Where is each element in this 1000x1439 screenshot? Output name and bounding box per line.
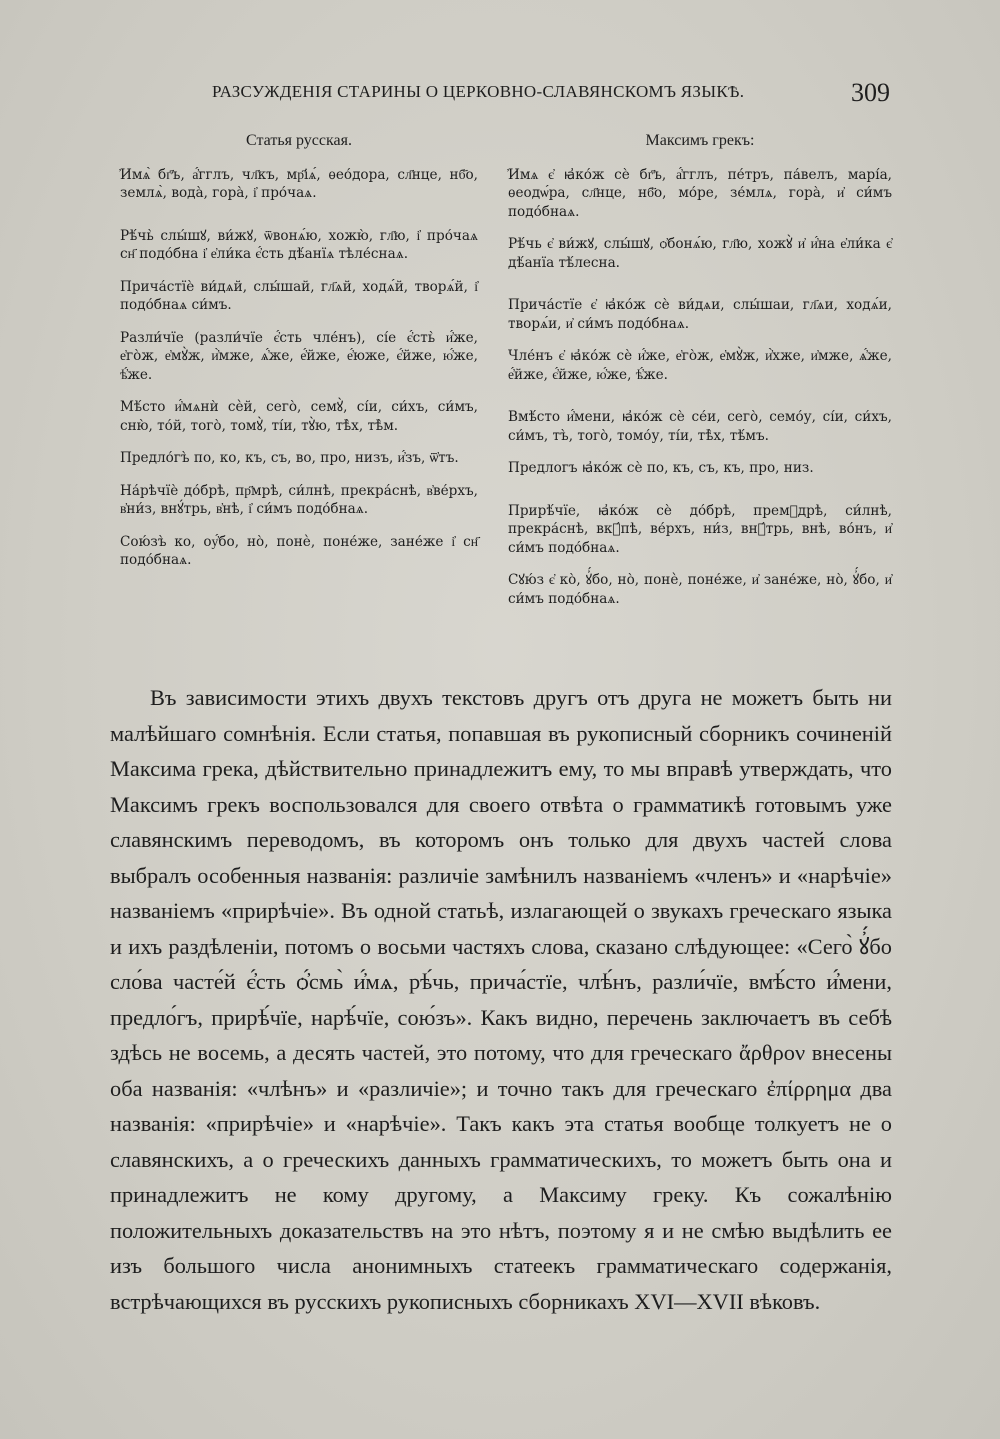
left-column-heading: Статья русская. — [246, 132, 352, 149]
page-number: 309 — [851, 78, 890, 107]
right-entry-article: Чле́нъ є҆ ꙗ҆ко́ж се͏̀ и҆́же, е҆го̀ж, е҆мꙋ̀ж, и҆̀хже, и҆мже, ѧ҆́же, е҆́йже, є҆́йже, ю҆́же, ѣ҆́же. — [508, 348, 892, 383]
left-entry-article: Разли́чїе (разли́чїе є҆́сть чле́нъ), сі́е є҆́сть͏̀ и҆́же, е҆го̀ж, е҆мꙋ̀ж, и҆̀мже, ѧ҆́же, е҆́йже, е҆́юже, є҆́йже, ю҆́же, ѣ҆́же. — [120, 329, 478, 383]
right-column-maxim-greek — [508, 130, 892, 622]
left-entry-noun: ҆Имѧ͏̀ бг҃ъ, а҆́гглъ, чл҃къ, мр҃іѧ́, ѳео́дора, сл҃нце, нб҃о, землѧ̀, вода̀, гора̀, і҆ про́чаѧ. — [120, 166, 478, 202]
right-entry-participle: Прича́стїе є҆ ꙗ҆ко́ж се͏̀ ви́дѧи, слы́шаи, гл҃ѧи, ходѧ́и, творѧ́и, и҆ си́мъ подо́бнаѧ. — [508, 297, 892, 332]
page-header — [120, 78, 890, 108]
right-entry-pronoun: Вмѣ́сто и҆́мени, ꙗ҆ко́ж се͏̀ се́и, сего̀, семо́у, сі́и, си́хъ, си́мъ, тъ̀, того̀, томо́у, ті́и, тѣ̀х, тѣ́мъ. — [508, 409, 892, 444]
left-entry-adverb: На́рѣчїе͏̀ до́брѣ, пр҃мрѣ, си́лнѣ, прекра́снѣ, в҆ве́рхъ, в҆ни́з, внꙋ́трь, в҆нѣ, і҆ си́мъ подо́бнаѧ. — [120, 482, 478, 518]
left-entry-pronoun: Мѣ́сто и҆́мѧни͏̀ сѐй, сего̀, семꙋ̀, сі́и, си́хъ, си́мъ, сню̀, то́й, того̀, томꙋ̀, ті́и, тꙋ̀ю, тѣ̀х, тѣ̀м. — [120, 399, 478, 434]
right-column-heading: Максимъ грекъ: — [645, 132, 755, 149]
right-entry-noun: ҆Имѧ є҆ ꙗ҆ко́ж се͏̀ бг҃ъ, а҆́гглъ, пе́тръ, па́велъ, марі́а, ѳеодѡ́ра, сл҃нце, нб҃о, мо́ре, зе́млѧ, гора̀, и҆ си́мъ подо́бнаѧ. — [508, 166, 892, 220]
right-entry-conjunction: Сꙋю́з є҆ ко̀, ꙋ҆́бо, но̀, понѐ, поне́же, и҆ зане́же, но̀, ꙋ҆́бо, и҆ си́мъ подо́бнаѧ. — [508, 572, 892, 607]
main-paragraph-block — [110, 680, 892, 1319]
main-paragraph: Въ зависимости этихъ двухъ текстовъ другъ отъ друга не можетъ быть ни малѣйшаго сомнѣнія. Если статья, попавшая въ рукописный сборникъ сочиненій Максима грека, дѣйствительно принадлежитъ ему, то мы вправѣ утверждать, что Максимъ грекъ воспользовался для своего отвѣта о грамматикѣ готовымъ уже славянскимъ переводомъ, въ которомъ онъ только для двухъ частей слова выбралъ особенныя названія: различіе замѣнилъ названіемъ «членъ» и «нарѣчіе» названіемъ «прирѣчіе». Въ одной статьѣ, излагающей о звукахъ греческаго языка и ихъ раздѣленіи, потомъ о восьми частяхъ слова, сказано слѣдующее: «Сего̀ ꙋ҆́бо сло́ва часте́й є҆́сть ѻ҆́смь͏̀ и҆́мѧ, рѣ́чь, прича́стїе, члѣ́нъ, разли́чїе, вмѣ́сто и҆́мени, предло́гъ, прирѣ́чїе, нарѣ́чїе, сою́зъ». Какъ видно, перечень заключаетъ въ себѣ здѣсь не восемь, а десять частей, это потому, что для греческаго ἄρθρον внесены оба названія: «члѣнъ» и «различіе»; и точно такъ для греческаго ἐπίρρημα два названія: «прирѣчіе» и «нарѣчіе». Такъ какъ эта статья вообще толкуетъ не о славянскихъ, а о греческихъ данныхъ грамматическихъ, то можетъ быть она и принадлежитъ не кому другому, а Максиму греку. Къ сожалѣнію положительныхъ доказательствъ на это нѣтъ, поэтому я и не смѣю выдѣлить ее изъ большого числа анонимныхъ статеекъ грамматическаго содержанія, встрѣчающихся въ русскихъ рукописныхъ сборникахъ XVI—XVII вѣковъ. — [110, 685, 892, 1314]
left-column-russian-article — [120, 130, 478, 584]
left-entry-verb: Рѣ́чь͏̀ слы́шꙋ, ви́жꙋ, ѿвонѧ́ю, хожю̀, гл҃ю, і҆ про́чаѧ сн҃ подо́бна і҆ е҆ли́ка є҆́сть дѣ́анїѧ тѣле́снаѧ. — [120, 227, 478, 263]
running-title: РАЗСУЖДЕНІЯ СТАРИНЫ О ЦЕРКОВНО-СЛАВЯНСКОМЪ ЯЗЫКѢ. — [212, 82, 745, 101]
left-entry-conjunction: Сою́зъ͏̀ ко, оу҆́бо, но̀, понѐ, поне́же, зане́же і҆ сн҃ подо́бнаѧ. — [120, 533, 478, 569]
right-entry-preposition: Предлогъ ꙗ҆ко́ж се͏̀ по, къ, съ, къ, про, низ. — [508, 460, 814, 477]
left-entry-participle: Прича́стїе͏̀ ви́дѧй, слы́шай, гл҃ѧй, ходѧ́й, творѧ́й, і҆ подо́бнаѧ си́мъ. — [120, 278, 478, 314]
left-entry-preposition: Предло́гъ͏̀ по, ко, къ, съ, во, про, низъ, и҆́зъ, ѿ҆тъ. — [120, 450, 459, 467]
right-entry-verb: Рѣ́чь є҆ ви́жꙋ, слы́шꙋ, ѻ҆бонѧ́ю, гл҃ю, хожꙋ̀ и҆ и҆́на е҆ли́ка є҆ дѣ́анїа тѣ́лесна. — [508, 236, 892, 271]
right-entry-adverb: Прирѣ́чїе, ꙗ҆ко́ж се͏̀ до́брѣ, прем꙽дрѣ, си́лнѣ, прекра́снѣ, вкꙋ́пѣ, ве́рхъ, ни́з, внꙋ́трь, внѣ, во́нъ, и҆ си́мъ подо́бнаѧ. — [508, 502, 892, 556]
